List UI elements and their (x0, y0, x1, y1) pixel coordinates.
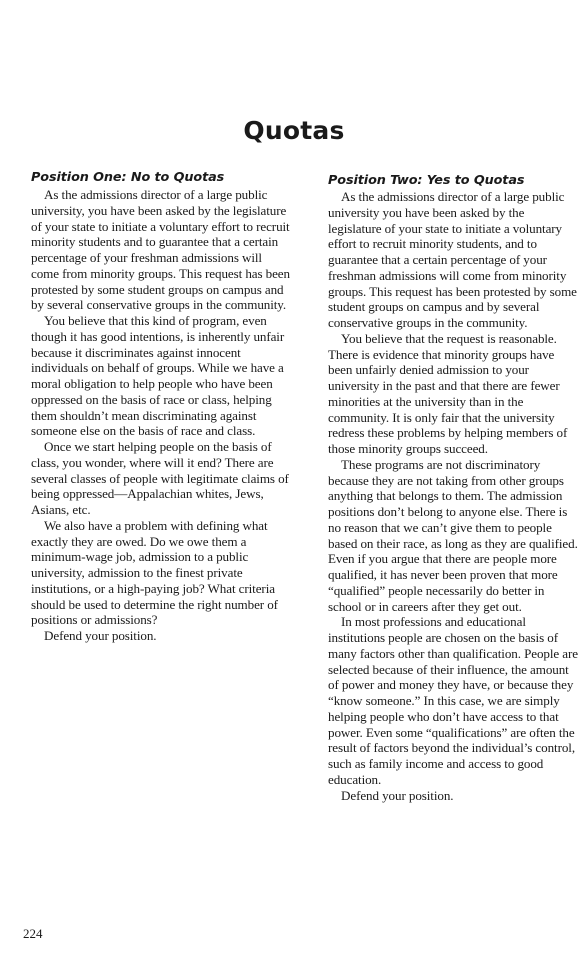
page-title: Quotas (243, 116, 345, 145)
position-two-paragraph: As the admissions director of a large public university you have been asked by the legislature of your state to initiate a voluntary effort to recruit minority students, and to guarantee that a certain percentage of your freshman admissions will come from minority groups. This request has been protested by some student groups on campus and by several conservative groups in the community. (328, 189, 577, 330)
position-one-paragraph: Once we start helping people on the basis of class, you wonder, where will it end? There are several classes of people with legitimate claims of being oppressed—Appalachian whites, Jews, Asians, etc. (31, 439, 289, 517)
position-one-heading: Position One: No to Quotas (31, 170, 225, 185)
position-two-paragraph: You believe that the request is reasonable. There is evidence that minority groups have been unfairly denied admission to your university in the past and that there are fewer minorities at the university than in the community. It is only fair that the university redress these problems by helping members of those minority groups succeed. (328, 330, 568, 456)
position-two-column (328, 173, 578, 803)
position-one-paragraph: As the admissions director of a large public university, you have been asked by the legislature of your state to initiate a voluntary effort to recruit minority students and to guarantee that a certain percentage of your freshman admissions will come from minority groups. This request has been protested by some student groups on campus and by several conservative groups in the community. (31, 187, 290, 313)
position-one-paragraph: We also have a problem with defining what exactly they are owed. Do we owe them a minimum-wage job, admission to a public university, admission to the finest private institutions, or a high-paying job? What criteria should be used to determine the right number of positions or admissions? (31, 517, 278, 628)
position-two-closing: Defend your position. (341, 787, 454, 803)
position-two-paragraph: In most professions and educational institutions people are chosen on the basis of many factors other than qualification. People are selected because of their influence, the amount of power and money they have, or because they “know someone.” In this case, we are simply helping people who don’t have access to that power. Even some “qualifications” are often the result of factors beyond the individual’s control, such as family income and access to good education. (328, 614, 578, 787)
position-one-column (31, 170, 293, 644)
page-number: 224 (23, 926, 43, 941)
position-two-heading: Position Two: Yes to Quotas (328, 173, 525, 188)
position-one-paragraph: You believe that this kind of program, even though it has good intentions, is inherently unfair because it discriminates against innocent individuals on behalf of groups. While we have a moral obligation to help people who have been oppressed on the basis of race or class, helping them shouldn’t mean discriminating against someone else on the basis of race and class. (31, 313, 285, 439)
position-one-closing: Defend your position. (44, 628, 157, 643)
position-two-paragraph: These programs are not discriminatory because they are not taking from other groups anything that belongs to them. The admission positions don’t belong to anyone else. There is no reason that we can’t give them to people based on their race, as long as they are qualified. Even if you argue that there are people more qualified, it has never been proven that more “qualified” people necessarily do better in school or in careers after they get out. (328, 456, 578, 614)
